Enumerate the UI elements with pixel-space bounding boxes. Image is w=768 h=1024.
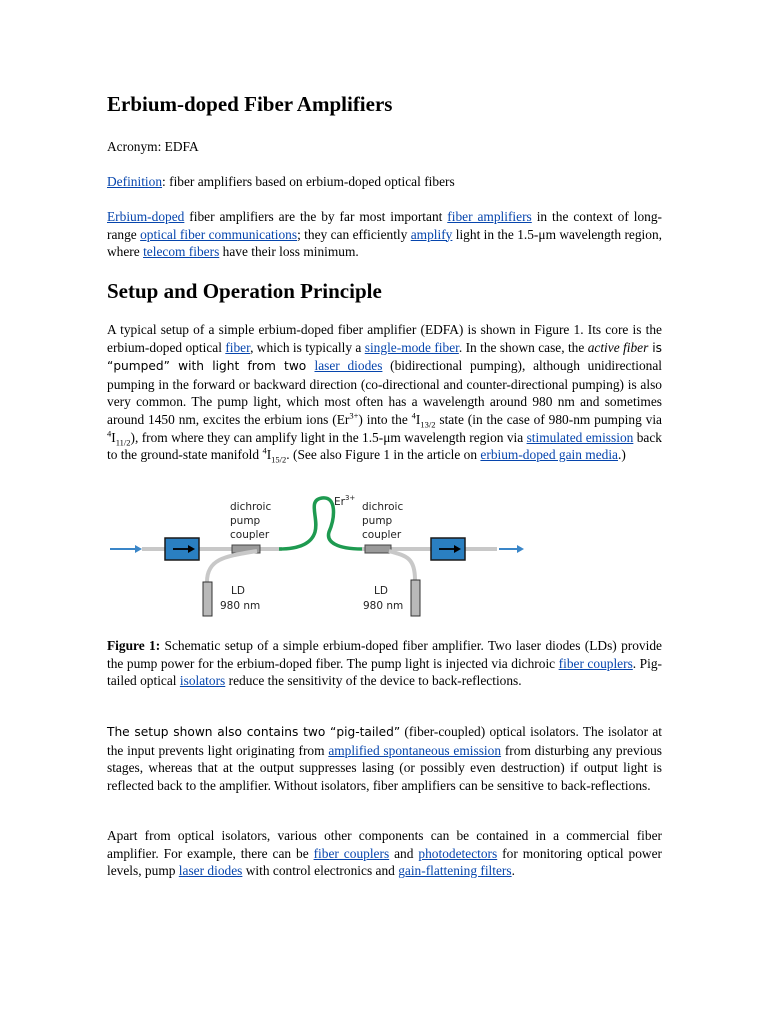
definition-paragraph: Definition: fiber amplifiers based on erbium-doped optical fibers <box>107 174 455 189</box>
ase-link[interactable]: amplified spontaneous emission <box>328 742 502 758</box>
erbium-doped-gain-media-link[interactable]: erbium-doped gain media <box>480 447 619 463</box>
right-ld-label: LD <box>374 585 388 597</box>
left-ld-label: LD <box>231 585 245 597</box>
er-label: $Er^{3+}$ <box>334 494 356 508</box>
fiber-amplifiers-link[interactable]: fiber amplifiers <box>447 209 532 224</box>
isolators-paragraph: The setup shown also contains two “pig-tailed” (fiber-coupled) optical isolators. The isolator at the input prevents light originating from amplified spontaneous emission from disturbing any previous stages, whereas that at the output suppresses lasing (or possibly even destruction) if output light is reflected back to the amplifier. Without isolators, fiber amplifiers can be sensitive to back-reflections. <box>107 724 662 793</box>
optical-fiber-communications-link[interactable]: optical fiber communications <box>140 226 298 242</box>
stimulated-emission-link[interactable]: stimulated emission <box>526 429 634 445</box>
active-erbium-fiber <box>279 498 362 549</box>
fiber-couplers-link-2[interactable]: fiber couplers <box>313 845 390 861</box>
left-coupler-label-1: dichroic <box>230 501 272 513</box>
left-pump-fiber <box>207 551 257 582</box>
single-mode-fiber-link[interactable]: single-mode fiber <box>364 339 459 355</box>
right-coupler-label-3: coupler <box>362 529 402 541</box>
fiber-link[interactable]: fiber <box>225 339 251 355</box>
isolators-link[interactable]: isolators <box>179 673 226 689</box>
intro-paragraph: Erbium-doped fiber amplifiers are the by far most important fiber amplifiers in the context of long-range optical fiber communications; they can efficiently amplify light in the 1.5-μm wavelength region, where telecom fibers have their loss minimum. <box>107 209 663 260</box>
erbium-doped-link[interactable]: Erbium-doped <box>107 209 185 224</box>
laser-diodes-link[interactable]: laser diodes <box>314 358 383 374</box>
laser-diodes-link-2[interactable]: laser diodes <box>178 863 243 879</box>
fiber-couplers-link[interactable]: fiber couplers <box>558 655 633 671</box>
right-pump-fiber <box>389 551 415 580</box>
left-ld-wavelength: 980 nm <box>220 600 261 612</box>
left-laser-diode-icon <box>203 582 212 616</box>
right-laser-diode-icon <box>411 580 420 616</box>
page-title: Erbium-doped Fiber Amplifiers <box>107 92 393 116</box>
section-heading: Setup and Operation Principle <box>107 279 382 303</box>
setup-paragraph: A typical setup of a simple erbium-doped fiber amplifier (EDFA) is shown in Figure 1. Its core is the erbium-doped optical fiber, which is typically a single-mode fiber. In the shown case, the active fiber is “pumped” with light from two laser diodes (bidirectional pumping), although unidirectional pumping in the forward or backward direction (co-directional and counter-directional pumping) is also very common. The pump light, which most often has a wavelength around 980 nm and sometimes around 1450 nm, excites the erbium ions $(Er^{3+})$ into the $^4I_{13/2}$ state (in the case of 980-nm pumping via $^4I_{11/2}$), from where they can amplify light in the 1.5-μm wavelength region via stimulated emission back to the ground-state manifold $^4I_{15/2}$. (See also Figure 1 in the article on erbium-doped gain media.) <box>107 322 662 465</box>
output-isolator-icon <box>431 538 465 560</box>
input-arrow-icon <box>110 545 142 553</box>
right-coupler-label-1: dichroic <box>362 501 404 513</box>
gain-flattening-filters-link[interactable]: gain-flattening filters <box>398 863 512 879</box>
amplify-link[interactable]: amplify <box>410 226 453 242</box>
edfa-schematic-diagram <box>107 490 527 622</box>
right-pump-coupler <box>365 545 391 553</box>
input-isolator-icon <box>165 538 199 560</box>
figure-caption: Figure 1: Schematic setup of a simple erbium-doped fiber amplifier. Two laser diodes (LDs) provide the pump power for the erbium-doped fiber. The pump light is injected via dichroic fiber couplers. Pig-tailed optical isolators reduce the sensitivity of the device to back-reflections. <box>107 638 662 689</box>
acronym-line: Acronym: EDFA <box>107 139 199 154</box>
telecom-fibers-link[interactable]: telecom fibers <box>143 244 220 260</box>
figure-label: Figure 1: <box>107 638 161 653</box>
right-coupler-label-2: pump <box>362 515 393 527</box>
output-arrow-icon <box>499 545 524 553</box>
left-coupler-label-3: coupler <box>230 529 270 541</box>
photodetectors-link[interactable]: photodetectors <box>418 845 498 861</box>
left-coupler-label-2: pump <box>230 515 261 527</box>
definition-link[interactable]: Definition <box>107 174 163 189</box>
right-ld-wavelength: 980 nm <box>363 600 404 612</box>
components-paragraph: Apart from optical isolators, various other components can be contained in a commercial fiber amplifier. For example, there can be fiber couplers and photodetectors for monitoring optical power levels, pump laser diodes with control electronics and gain-flattening filters. <box>107 828 663 879</box>
